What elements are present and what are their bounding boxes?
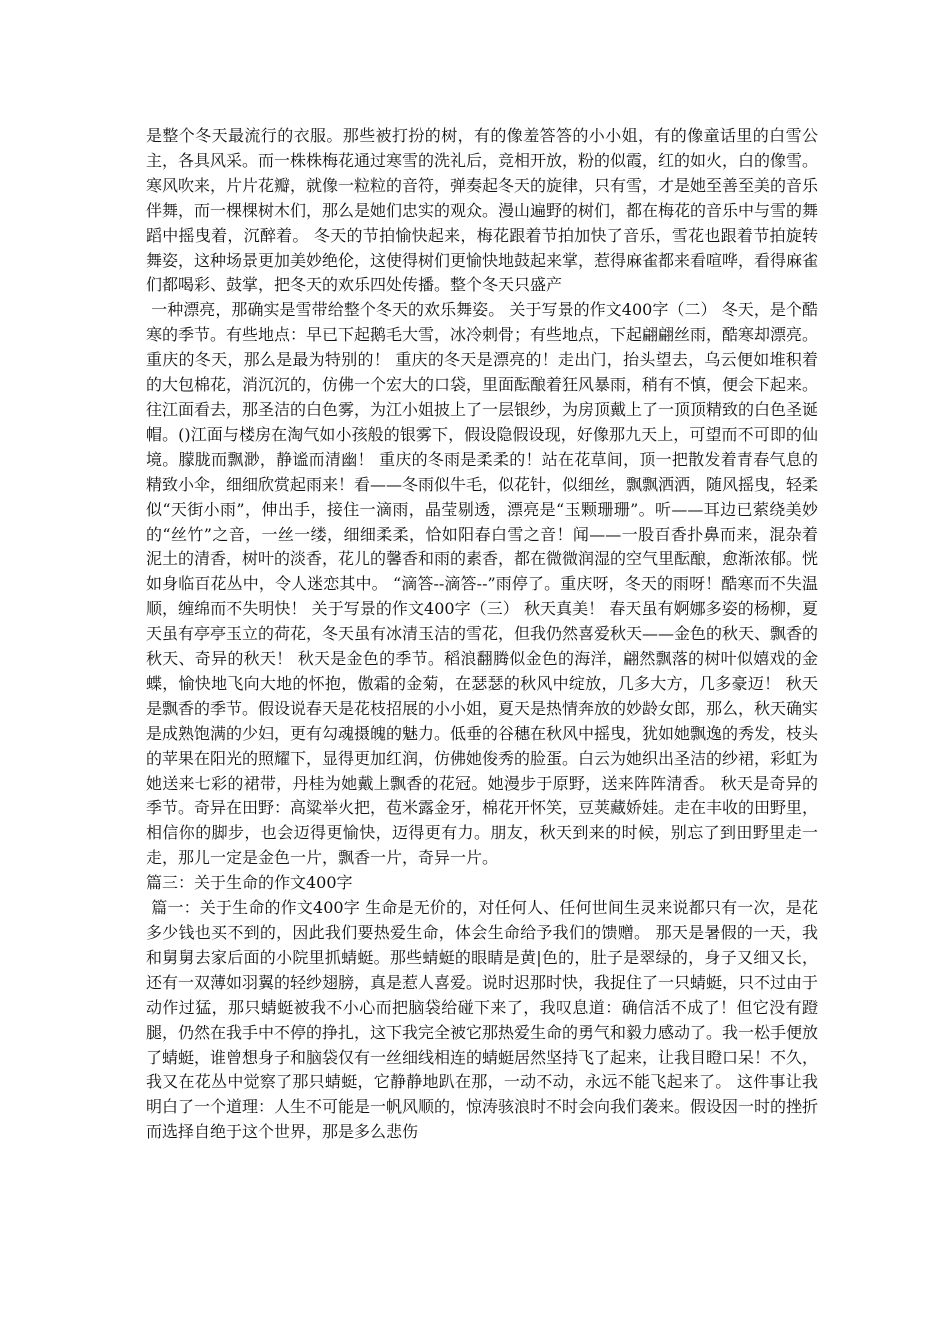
paragraph-winter-snow: 是整个冬天最流行的衣服。那些被打扮的树，有的像羞答答的小小姐，有的像童话里的白雪公主，各具风采。而一株株梅花通过寒雪的洗礼后，竞相开放，粉的似霞，红的如火，白的像雪。寒风吹来，片片花瓣，就像一粒粒的音符，弹奏起冬天的旋律，只有雪，才是她至善至美的音乐伴舞，而一棵棵树木们，那么是她们忠实的观众。漫山遍野的树们，都在梅花的音乐中与雪的舞蹈中摇曳着，沉醉着。 冬天的节拍愉快起来，梅花跟着节拍加快了音乐，雪花也跟着节拍旋转舞姿，这种场景更加美妙绝伦，这使得树们更愉快地鼓起来掌，惹得麻雀都来看喧哗，看得麻雀们都喝彩、鼓掌，把冬天的欢乐四处传播。整个冬天只盛产 [146,126,819,295]
document-page [146,124,818,1145]
paragraph-chongqing-winter: 一种漂亮，那确实是雪带给整个冬天的欢乐舞姿。 关于写景的作文400字（二） 冬天，是个酷寒的季节。有些地点：早已下起鹅毛大雪，冰冷刺骨；有些地点，下起翩翩丝雨，酷寒却漂亮。重庆的冬天，那么是最为特别的！ 重庆的冬天是漂亮的！走出门，抬头望去，乌云便如堆积着的大包棉花，消沉沉的，仿佛一个宏大的口袋，里面酝酿着狂风暴雨，稍有不慎，便会下起来。往江面看去，那圣洁的白色雾，为江小姐披上了一层银纱，为房顶戴上了一顶顶精致的白色圣诞帽。()江面与楼房在淘气如小孩般的银雾下，假设隐假设现，好像那九天上，可望而不可即的仙境。朦胧而飘渺，静谧而清幽！ 重庆的冬雨是柔柔的！站在花草间，顶一把散发着青春气息的精致小伞，细细欣赏起雨来！看——冬雨似牛毛，似花针，似细丝，飘飘洒洒，随风摇曳，轻柔似“天街小雨”，伸出手，接住一滴雨，晶莹剔透，漂亮是“玉颗珊珊”。听——耳边已萦绕美妙的“丝竹”之音，一丝一缕，细细柔柔，恰如阳春白雪之音！闻——一股百香扑鼻而来，混杂着泥土的清香，树叶的淡香，花儿的馨香和雨的素香，都在微微润湿的空气里酝酿，愈渐浓郁。恍如身临百花丛中，令人迷恋其中。 “滴答--滴答--”雨停了。重庆呀，冬天的雨呀！酷寒而不失温顺，缠绵而不失明快！ 关于写景的作文400字（三） 秋天真美！ 春天虽有婀娜多姿的杨柳，夏天虽有亭亭玉立的荷花，冬天虽有冰清玉洁的雪花，但我仍然喜爱秋天——金色的秋天、飘香的秋天、奇异的秋天！ 秋天是金色的季节。稻浪翻腾似金色的海洋，翩然飘落的树叶似嬉戏的金蝶，愉快地飞向大地的怀抱，傲霜的金菊，在瑟瑟的秋风中绽放，几多大方，几多豪迈！ 秋天是飘香的季节。假设说春天是花枝招展的小小姐，夏天是热情奔放的妙龄女郎，那么，秋天确实是成熟饱满的少妇，更有勾魂摄魄的魅力。低垂的谷穗在秋风中摇曳，犹如她飘逸的秀发，枝头的苹果在阳光的照耀下，显得更加红润，仿佛她俊秀的脸蛋。白云为她织出圣洁的纱裙，彩虹为她送来七彩的裙带，丹桂为她戴上飘香的花冠。她漫步于原野，送来阵阵清香。 秋天是奇异的季节。奇异在田野：高粱举火把，苞米露金牙，棉花开怀笑，豆荚藏娇娃。走在丰收的田野里，相信你的脚步，也会迈得更愉快，迈得更有力。朋友，秋天到来的时候，别忘了到田野里走一走，那儿一定是金色一片，飘香一片，奇异一片。 [146,300,819,868]
section-heading-life: 篇三：关于生命的作文400字 [146,873,353,893]
paragraph-dragonfly: 篇一：关于生命的作文400字 生命是无价的，对任何人、任何世间生灵来说都只有一次，是花多少钱也买不到的，因此我们要热爱生命，体会生命给予我们的馈赠。 那天是暑假的一天，我和舅舅去家后面的小院里抓蜻蜓。那些蜻蜓的眼睛是黄|色的，肚子是翠绿的，身子又细又长，还有一双薄如羽翼的轻纱翅膀，真是惹人喜爱。说时迟那时快，我捉住了一只蜻蜓，只不过由于动作过猛，那只蜻蜓被我不小心而把脑袋给碰下来了，我叹息道：确信活不成了！但它没有蹬腿，仍然在我手中不停的挣扎，这下我完全被它那热爱生命的勇气和毅力感动了。我一松手便放了蜻蜓，谁曾想身子和脑袋仅有一丝细线相连的蜻蜓居然坚持飞了起来，让我目瞪口呆！不久，我又在花丛中觉察了那只蜻蜓，它静静地趴在那，一动不动，永远不能飞起来了。 这件事让我明白了一个道理：人生不可能是一帆风顺的，惊涛骇浪时不时会向我们袭来。假设因一时的挫折而选择自绝于这个世界，那是多么悲伤 [146,898,819,1142]
